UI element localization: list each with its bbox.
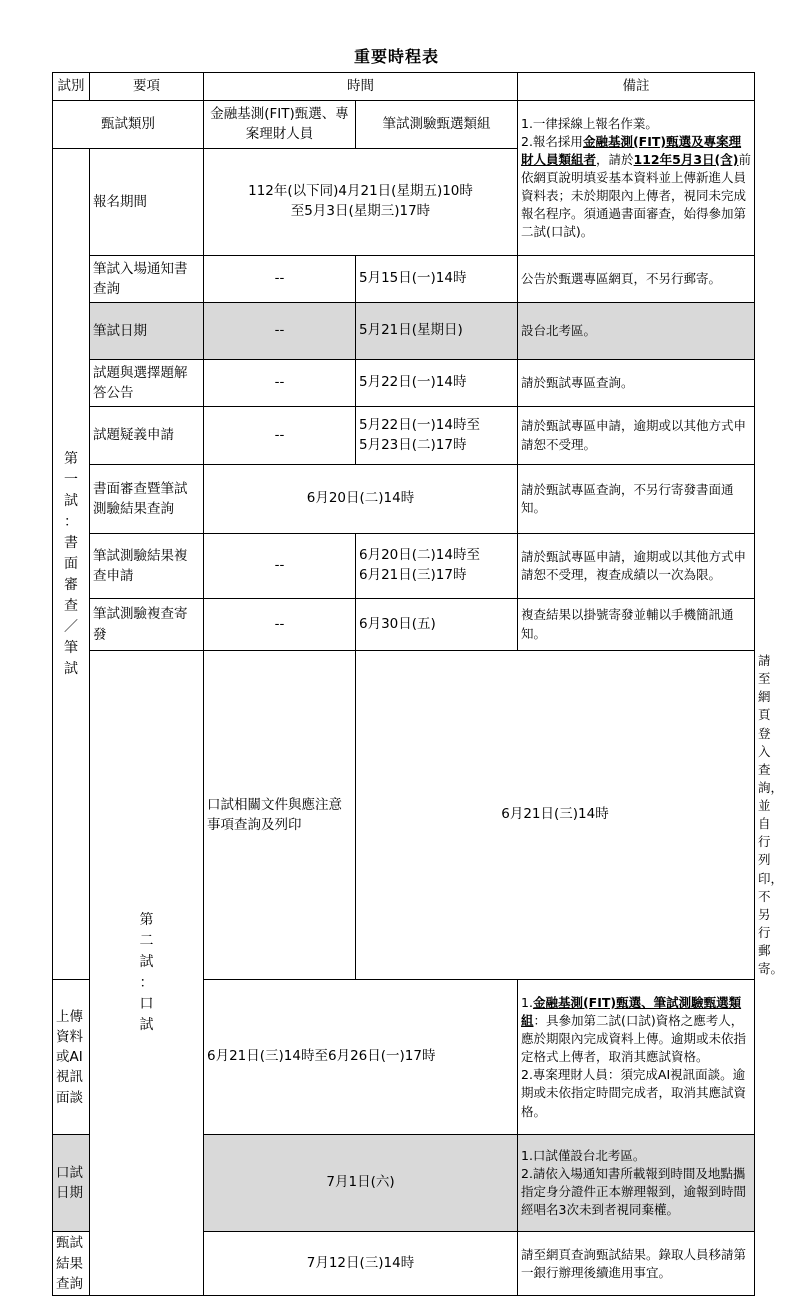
exam-time-2: 5月21日(星期日): [356, 303, 518, 360]
oral-docs-item: 口試相關文件與應注意事項查詢及列印: [204, 651, 356, 980]
admission-time-2: 5月15日(一)14時: [356, 256, 518, 303]
category-label: 甄試類別: [53, 101, 204, 149]
upload-note: [518, 980, 755, 1135]
register-time: [204, 149, 518, 256]
result1-time: 6月20日(二)14時: [204, 465, 518, 534]
appeal-time-start: 5月22日(一)14時至: [359, 416, 480, 433]
table-row: [53, 256, 755, 303]
recheck-time-end: 6月21日(三)17時: [359, 567, 467, 583]
table-row: [53, 465, 755, 534]
header-time: 時間: [204, 73, 518, 101]
recheck-send-note: 複查結果以掛號寄發並輔以手機簡訊通知。: [518, 599, 755, 651]
recheck-send-time-2: 6月30日(五): [356, 599, 518, 651]
register-time-start: 112年(以下同)4月21日(星期五)10時: [248, 183, 473, 200]
appeal-time-2: [356, 407, 518, 465]
final-time: 7月12日(三)14時: [204, 1232, 518, 1296]
category-col2: 筆試測驗甄選類組: [356, 101, 518, 149]
register-note-2-deadline: 112年5月3日(含): [633, 151, 739, 167]
register-item: 報名期間: [90, 149, 204, 256]
table-row: [53, 407, 755, 465]
answers-time-2: 5月22日(一)14時: [356, 360, 518, 407]
oral-note-2: 2.請依入場通知書所載報到時間及地點攜指定身分證件正本辦理報到，逾報到時間經唱名3次未到者視同棄權。: [521, 1166, 747, 1218]
register-note-2-group: 金融基測(FIT)甄選及專案理財人員類組者: [521, 133, 742, 167]
final-note: 請至網頁查詢甄試結果。錄取人員移請第一銀行辦理後續進用事宜。: [518, 1232, 755, 1296]
upload-note-1-group: 金融基測(FIT)甄選、筆試測驗甄選類組: [521, 994, 742, 1028]
exam-time-1: --: [204, 303, 356, 360]
register-note-2-mid: ，請於: [596, 151, 634, 167]
recheck-time-2: [356, 534, 518, 599]
upload-item: 上傳資料或AI視訊面談: [53, 980, 90, 1135]
table-row: [53, 534, 755, 599]
header-type: 試別: [53, 73, 90, 101]
register-note-2: [521, 133, 751, 242]
table-row: 第 二 試 ： 口 試 口試相關文件與應注意事項查詢及列印 6月21日(三)14時 請至網頁登入查詢，並自行列印，不另行郵寄。: [53, 651, 755, 980]
register-note-1: 1.一律採線上報名作業。: [521, 115, 658, 131]
schedule-table: [52, 72, 784, 1296]
recheck-time-start: 6月20日(二)14時至: [359, 547, 480, 564]
recheck-time-1: --: [204, 534, 356, 599]
upload-time: 6月21日(三)14時至6月26日(一)17時: [204, 980, 518, 1135]
stage1-label: 第 一 試 ： 書 面 審 查 ／ 筆 試: [53, 149, 90, 980]
header-row: [53, 73, 755, 101]
page-title: 重要時程表: [353, 47, 439, 66]
table-row-highlight: [53, 303, 755, 360]
oral-docs-time: 6月21日(三)14時: [356, 651, 755, 980]
stage2-label: 第 二 試 ： 口 試: [90, 651, 204, 1296]
register-time-end: 至5月3日(星期三)17時: [290, 203, 431, 219]
recheck-send-item: 筆試測驗複查寄發: [90, 599, 204, 651]
category-row: [53, 101, 755, 149]
register-note-2-rest: 前依網頁說明填妥基本資料並上傳新進人員資料表；未於期限內上傳者，視同未完成報名程序。須通過書面審查，始得參加第二試(口試)。: [521, 151, 751, 240]
upload-note-1: [521, 994, 751, 1067]
register-note-2-prefix: 2.報名採用: [521, 133, 583, 149]
oral-note-1: 1.口試僅設台北考區。: [521, 1148, 646, 1163]
appeal-time-1: --: [204, 407, 356, 465]
final-item: 甄試結果查詢: [53, 1232, 90, 1296]
recheck-item: 筆試測驗結果複查申請: [90, 534, 204, 599]
category-col1: 金融基測(FIT)甄選、專案理財人員: [204, 101, 356, 149]
admission-item: 筆試入場通知書查詢: [90, 256, 204, 303]
upload-note-1-rest: ：具參加第二試(口試)資格之應考人，應於期限內完成資料上傳。逾期或未依指定格式上傳者，取消其應試資格。: [521, 1012, 747, 1065]
admission-note: 公告於甄選專區網頁，不另行郵寄。: [518, 256, 755, 303]
exam-item: 筆試日期: [90, 303, 204, 360]
answers-note: 請於甄試專區查詢。: [518, 360, 755, 407]
answers-item: 試題與選擇題解答公告: [90, 360, 204, 407]
table-row: [53, 599, 755, 651]
upload-note-1-prefix: 1.: [521, 994, 533, 1010]
table-row: [53, 360, 755, 407]
appeal-time-end: 5月23日(二)17時: [359, 436, 467, 453]
recheck-note: 請於甄試專區申請，逾期或以其他方式申請恕不受理，複查成績以一次為限。: [518, 534, 755, 599]
oral-date-note: [518, 1135, 755, 1232]
register-note: [518, 101, 755, 256]
appeal-item: 試題疑義申請: [90, 407, 204, 465]
oral-date-time: 7月1日(六): [204, 1135, 518, 1232]
header-item: 要項: [90, 73, 204, 101]
oral-date-item: 口試日期: [53, 1135, 90, 1232]
appeal-note: 請於甄試專區申請，逾期或以其他方式申請恕不受理。: [518, 407, 755, 465]
result1-item: 書面審查暨筆試測驗結果查詢: [90, 465, 204, 534]
upload-note-2: 2.專案理財人員：須完成AI視訊面談。逾期或未依指定時間完成者，取消其應試資格。: [521, 1067, 747, 1119]
answers-time-1: --: [204, 360, 356, 407]
exam-note: 設台北考區。: [518, 303, 755, 360]
recheck-send-time-1: --: [204, 599, 356, 651]
result1-note: 請於甄試專區查詢，不另行寄發書面通知。: [518, 465, 755, 534]
admission-time-1: --: [204, 256, 356, 303]
header-note: 備註: [518, 73, 755, 101]
